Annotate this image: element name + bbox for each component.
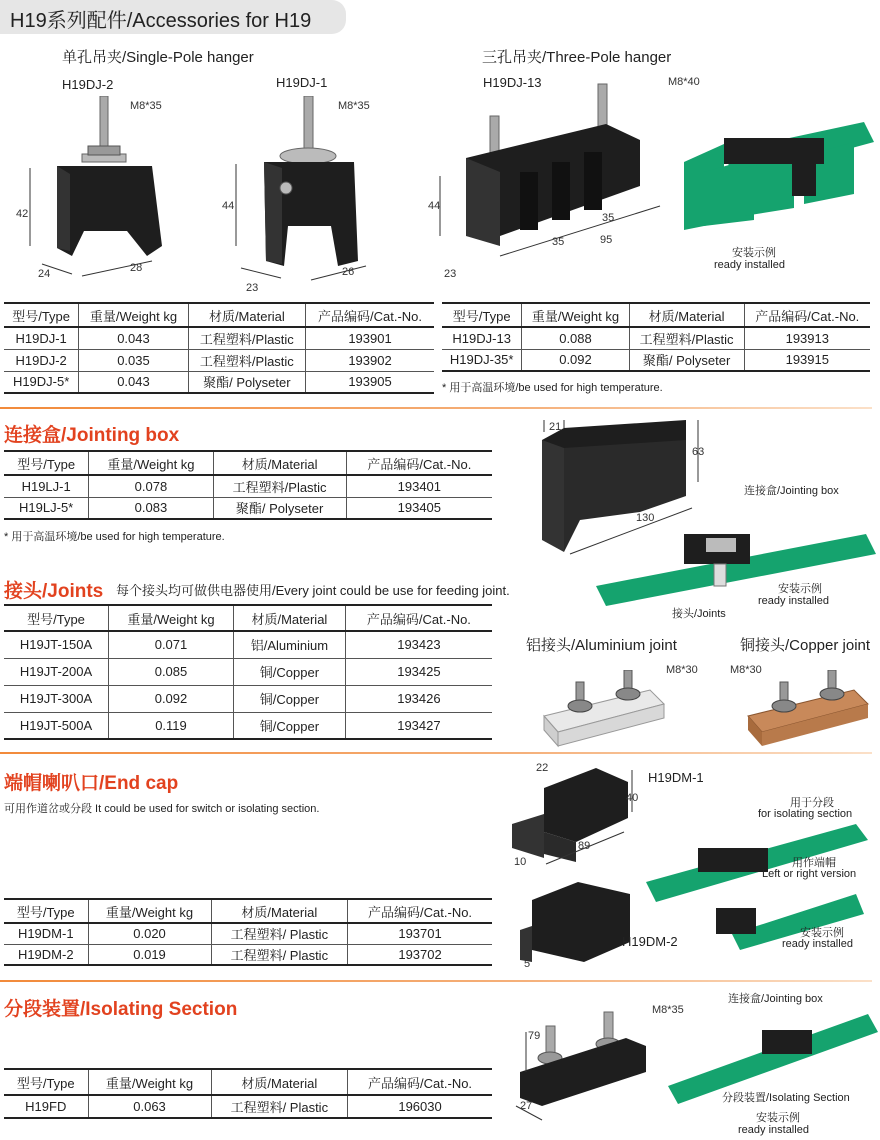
bolt-m8x35-iso: M8*35: [652, 1004, 684, 1016]
cell: 工程塑料/Plastic: [213, 475, 346, 497]
cell: 193913: [744, 327, 870, 349]
cell: 0.085: [109, 658, 234, 685]
cell: 193426: [345, 685, 492, 712]
iso-cn: 用于分段: [790, 797, 834, 809]
cell: 193427: [345, 712, 492, 739]
cell: 0.020: [88, 923, 211, 944]
three-pole-installed-drawing: [664, 112, 880, 232]
dim-10: 10: [514, 856, 527, 868]
table-row: [4, 658, 492, 685]
col-catno: 产品编码/Cat.-No.: [744, 303, 870, 327]
cell: H19DJ-35*: [442, 349, 522, 371]
cell: 193405: [346, 497, 492, 519]
end-cap-installed-drawing: [646, 818, 880, 954]
cell: 0.043: [79, 327, 188, 349]
installed-en-jointing: ready installed: [758, 595, 829, 607]
table-row: [442, 349, 870, 371]
single-pole-title: 单孔吊夹/Single-Pole hanger: [62, 49, 254, 66]
dim-24: 24: [38, 268, 51, 280]
iso-en: for isolating section: [758, 808, 853, 820]
col-material: 材质/Material: [629, 303, 744, 327]
dim-5: 5: [524, 958, 531, 970]
col-material: 材质/Material: [211, 1069, 348, 1095]
cell: 193701: [348, 923, 492, 944]
col-type: 型号/Type: [4, 303, 79, 327]
copper-joint-label: 铜接头/Copper joint: [740, 637, 871, 654]
dim-27: 27: [520, 1100, 533, 1112]
joints-title: 接头/Joints: [4, 581, 104, 602]
jointing-installed-drawing: [596, 524, 880, 616]
section-divider: [0, 407, 872, 409]
bolt-m8x30-cu: M8*30: [730, 664, 762, 676]
installed-cn-hanger: 安装示例: [732, 247, 776, 259]
dim-130: 130: [636, 512, 655, 524]
model-label-dj2: H19DJ-2: [62, 77, 114, 92]
isolating-table: [4, 1068, 492, 1119]
col-material: 材质/Material: [233, 605, 345, 631]
dim-63: 63: [692, 446, 705, 458]
bolt-m8x35-dj1: M8*35: [338, 100, 370, 112]
dim-79: 79: [528, 1030, 541, 1042]
bolt-m8x35-dj2: M8*35: [130, 100, 162, 112]
cell: 工程塑料/Plastic: [188, 327, 305, 349]
dim-44-dj1: 44: [222, 200, 235, 212]
model-label-dj1: H19DJ-1: [276, 75, 328, 90]
section-divider: [0, 980, 872, 982]
col-catno: 产品编码/Cat.-No.: [306, 303, 434, 327]
col-catno: 产品编码/Cat.-No.: [348, 899, 492, 923]
jointing-box-title: 连接盒/Jointing box: [4, 425, 180, 446]
hanger-footnote: * 用于高温环境/be used for high temperature.: [442, 382, 663, 394]
dim-42: 42: [16, 208, 29, 220]
cell: 工程塑料/ Plastic: [211, 1095, 348, 1118]
table-row: [4, 497, 492, 519]
joints-note: 每个接头均可做供电器使用/Every joint could be use for feeding joint.: [116, 583, 510, 598]
dim-23-dj1: 23: [246, 282, 259, 294]
isolating-section-label: 分段装置/Isolating Section: [722, 1092, 850, 1104]
table-row: [4, 349, 434, 371]
cell: 0.078: [89, 475, 213, 497]
cell: 193423: [345, 631, 492, 658]
jointing-box-label: 连接盒/Jointing box: [744, 485, 839, 497]
cell: 0.119: [109, 712, 234, 739]
col-material: 材质/Material: [188, 303, 305, 327]
end-cap-note: 可用作道岔或分段 It could be used for switch or isolating section.: [4, 803, 320, 815]
end-cap-dm1-drawing: [506, 762, 646, 872]
cell: H19FD: [4, 1095, 88, 1118]
table-row: [4, 371, 434, 393]
col-weight: 重量/Weight kg: [88, 1069, 211, 1095]
end-cn: 用作端帽: [792, 857, 836, 869]
col-weight: 重量/Weight kg: [79, 303, 188, 327]
end-cap-table: [4, 898, 492, 966]
col-weight: 重量/Weight kg: [109, 605, 234, 631]
cell: 0.092: [109, 685, 234, 712]
table-row: [4, 327, 434, 349]
cell: 193901: [306, 327, 434, 349]
three-pole-title: 三孔吊夹/Three-Pole hanger: [482, 49, 672, 66]
joints-table: [4, 604, 492, 740]
col-weight: 重量/Weight kg: [88, 899, 211, 923]
model-label-dj13: H19DJ-13: [483, 75, 542, 90]
col-type: 型号/Type: [4, 899, 88, 923]
cell: 0.092: [522, 349, 629, 371]
jointing-footnote: * 用于高温环境/be used for high temperature.: [4, 531, 225, 543]
installed-en-isolating: ready installed: [738, 1124, 809, 1136]
col-catno: 产品编码/Cat.-No.: [346, 451, 492, 475]
cell: 聚酯/ Polyseter: [213, 497, 346, 519]
table-row: [442, 327, 870, 349]
col-type: 型号/Type: [4, 451, 89, 475]
installed-cn-endcap: 安装示例: [800, 927, 844, 939]
col-weight: 重量/Weight kg: [89, 451, 213, 475]
cell: H19LJ-5*: [4, 497, 89, 519]
col-catno: 产品编码/Cat.-No.: [345, 605, 492, 631]
dim-28: 28: [130, 262, 143, 274]
col-type: 型号/Type: [4, 1069, 88, 1095]
cell: 193905: [306, 371, 434, 393]
hanger-dj13-drawing: [430, 76, 670, 286]
bolt-m8x30-alu: M8*30: [666, 664, 698, 676]
cell: H19JT-150A: [4, 631, 109, 658]
aluminium-joint-drawing: [540, 670, 670, 754]
end-cap-dm2-drawing: [518, 872, 636, 968]
table-row: [4, 712, 492, 739]
isolating-section-title: 分段装置/Isolating Section: [4, 999, 238, 1020]
cell: H19JT-500A: [4, 712, 109, 739]
cell: 193702: [348, 944, 492, 965]
col-material: 材质/Material: [213, 451, 346, 475]
end-cap-title: 端帽喇叭口/End cap: [4, 773, 179, 794]
col-material: 材质/Material: [211, 899, 348, 923]
cell: H19DM-2: [4, 944, 88, 965]
dm1-label: H19DM-1: [648, 770, 704, 785]
cell: H19DJ-13: [442, 327, 522, 349]
hanger-dj2-drawing: [12, 96, 172, 292]
table-row: [4, 631, 492, 658]
cell: 聚酯/ Polyseter: [629, 349, 744, 371]
cell: 0.043: [79, 371, 188, 393]
cell: H19LJ-1: [4, 475, 89, 497]
cell: 工程塑料/Plastic: [629, 327, 744, 349]
table-row: [4, 944, 492, 965]
cell: 0.035: [79, 349, 188, 371]
dim-23-dj13: 23: [444, 268, 457, 280]
col-type: 型号/Type: [442, 303, 522, 327]
bolt-m8x40: M8*40: [668, 76, 700, 88]
dim-44-dj13: 44: [428, 200, 441, 212]
aluminium-joint-label: 铝接头/Aluminium joint: [526, 637, 677, 654]
table-row: [4, 923, 492, 944]
hanger-table-left: [4, 302, 434, 394]
joints-label: 接头/Joints: [672, 608, 726, 620]
cell: H19DJ-5*: [4, 371, 79, 393]
col-weight: 重量/Weight kg: [522, 303, 629, 327]
isolating-box-label: 连接盒/Jointing box: [728, 993, 823, 1005]
copper-joint-drawing: [744, 670, 874, 754]
dim-21: 21: [549, 421, 562, 433]
installed-en-endcap: ready installed: [782, 938, 853, 950]
dim-35b: 35: [602, 212, 615, 224]
cell: 0.083: [89, 497, 213, 519]
isolating-section-drawing: [496, 1002, 666, 1132]
cell: 工程塑料/ Plastic: [211, 923, 348, 944]
hanger-table-right: [442, 302, 870, 372]
col-type: 型号/Type: [4, 605, 109, 631]
installed-en-hanger: ready installed: [714, 259, 785, 271]
table-row: [4, 1095, 492, 1118]
cell: H19DJ-1: [4, 327, 79, 349]
cell: 铜/Copper: [233, 685, 345, 712]
cell: H19JT-300A: [4, 685, 109, 712]
cell: 工程塑料/Plastic: [188, 349, 305, 371]
dm2-label: H19DM-2: [622, 934, 678, 949]
col-catno: 产品编码/Cat.-No.: [348, 1069, 492, 1095]
page-title: H19系列配件/Accessories for H19: [10, 10, 312, 32]
cell: 铜/Copper: [233, 712, 345, 739]
cell: 196030: [348, 1095, 492, 1118]
table-row: [4, 685, 492, 712]
dim-35a: 35: [552, 236, 565, 248]
cell: 193902: [306, 349, 434, 371]
cell: 铝/Aluminium: [233, 631, 345, 658]
cell: H19JT-200A: [4, 658, 109, 685]
dim-89: 89: [578, 840, 591, 852]
cell: 193915: [744, 349, 870, 371]
cell: 0.071: [109, 631, 234, 658]
hanger-dj1-drawing: [226, 96, 386, 292]
dim-22: 22: [536, 762, 549, 774]
end-en: Left or right version: [762, 868, 857, 880]
cell: 193425: [345, 658, 492, 685]
cell: 铜/Copper: [233, 658, 345, 685]
section-divider: [0, 752, 872, 754]
cell: 0.088: [522, 327, 629, 349]
cell: H19DJ-2: [4, 349, 79, 371]
installed-cn-isolating: 安装示例: [756, 1112, 800, 1124]
cell: 0.019: [88, 944, 211, 965]
dim-40: 40: [626, 792, 639, 804]
dim-26: 26: [342, 266, 355, 278]
cell: 0.063: [88, 1095, 211, 1118]
page-title-tab: [0, 0, 346, 34]
jointing-table: [4, 450, 492, 520]
cell: 工程塑料/ Plastic: [211, 944, 348, 965]
dim-95: 95: [600, 234, 613, 246]
table-row: [4, 475, 492, 497]
cell: 193401: [346, 475, 492, 497]
cell: H19DM-1: [4, 923, 88, 944]
installed-cn-jointing: 安装示例: [778, 583, 822, 595]
cell: 聚酯/ Polyseter: [188, 371, 305, 393]
